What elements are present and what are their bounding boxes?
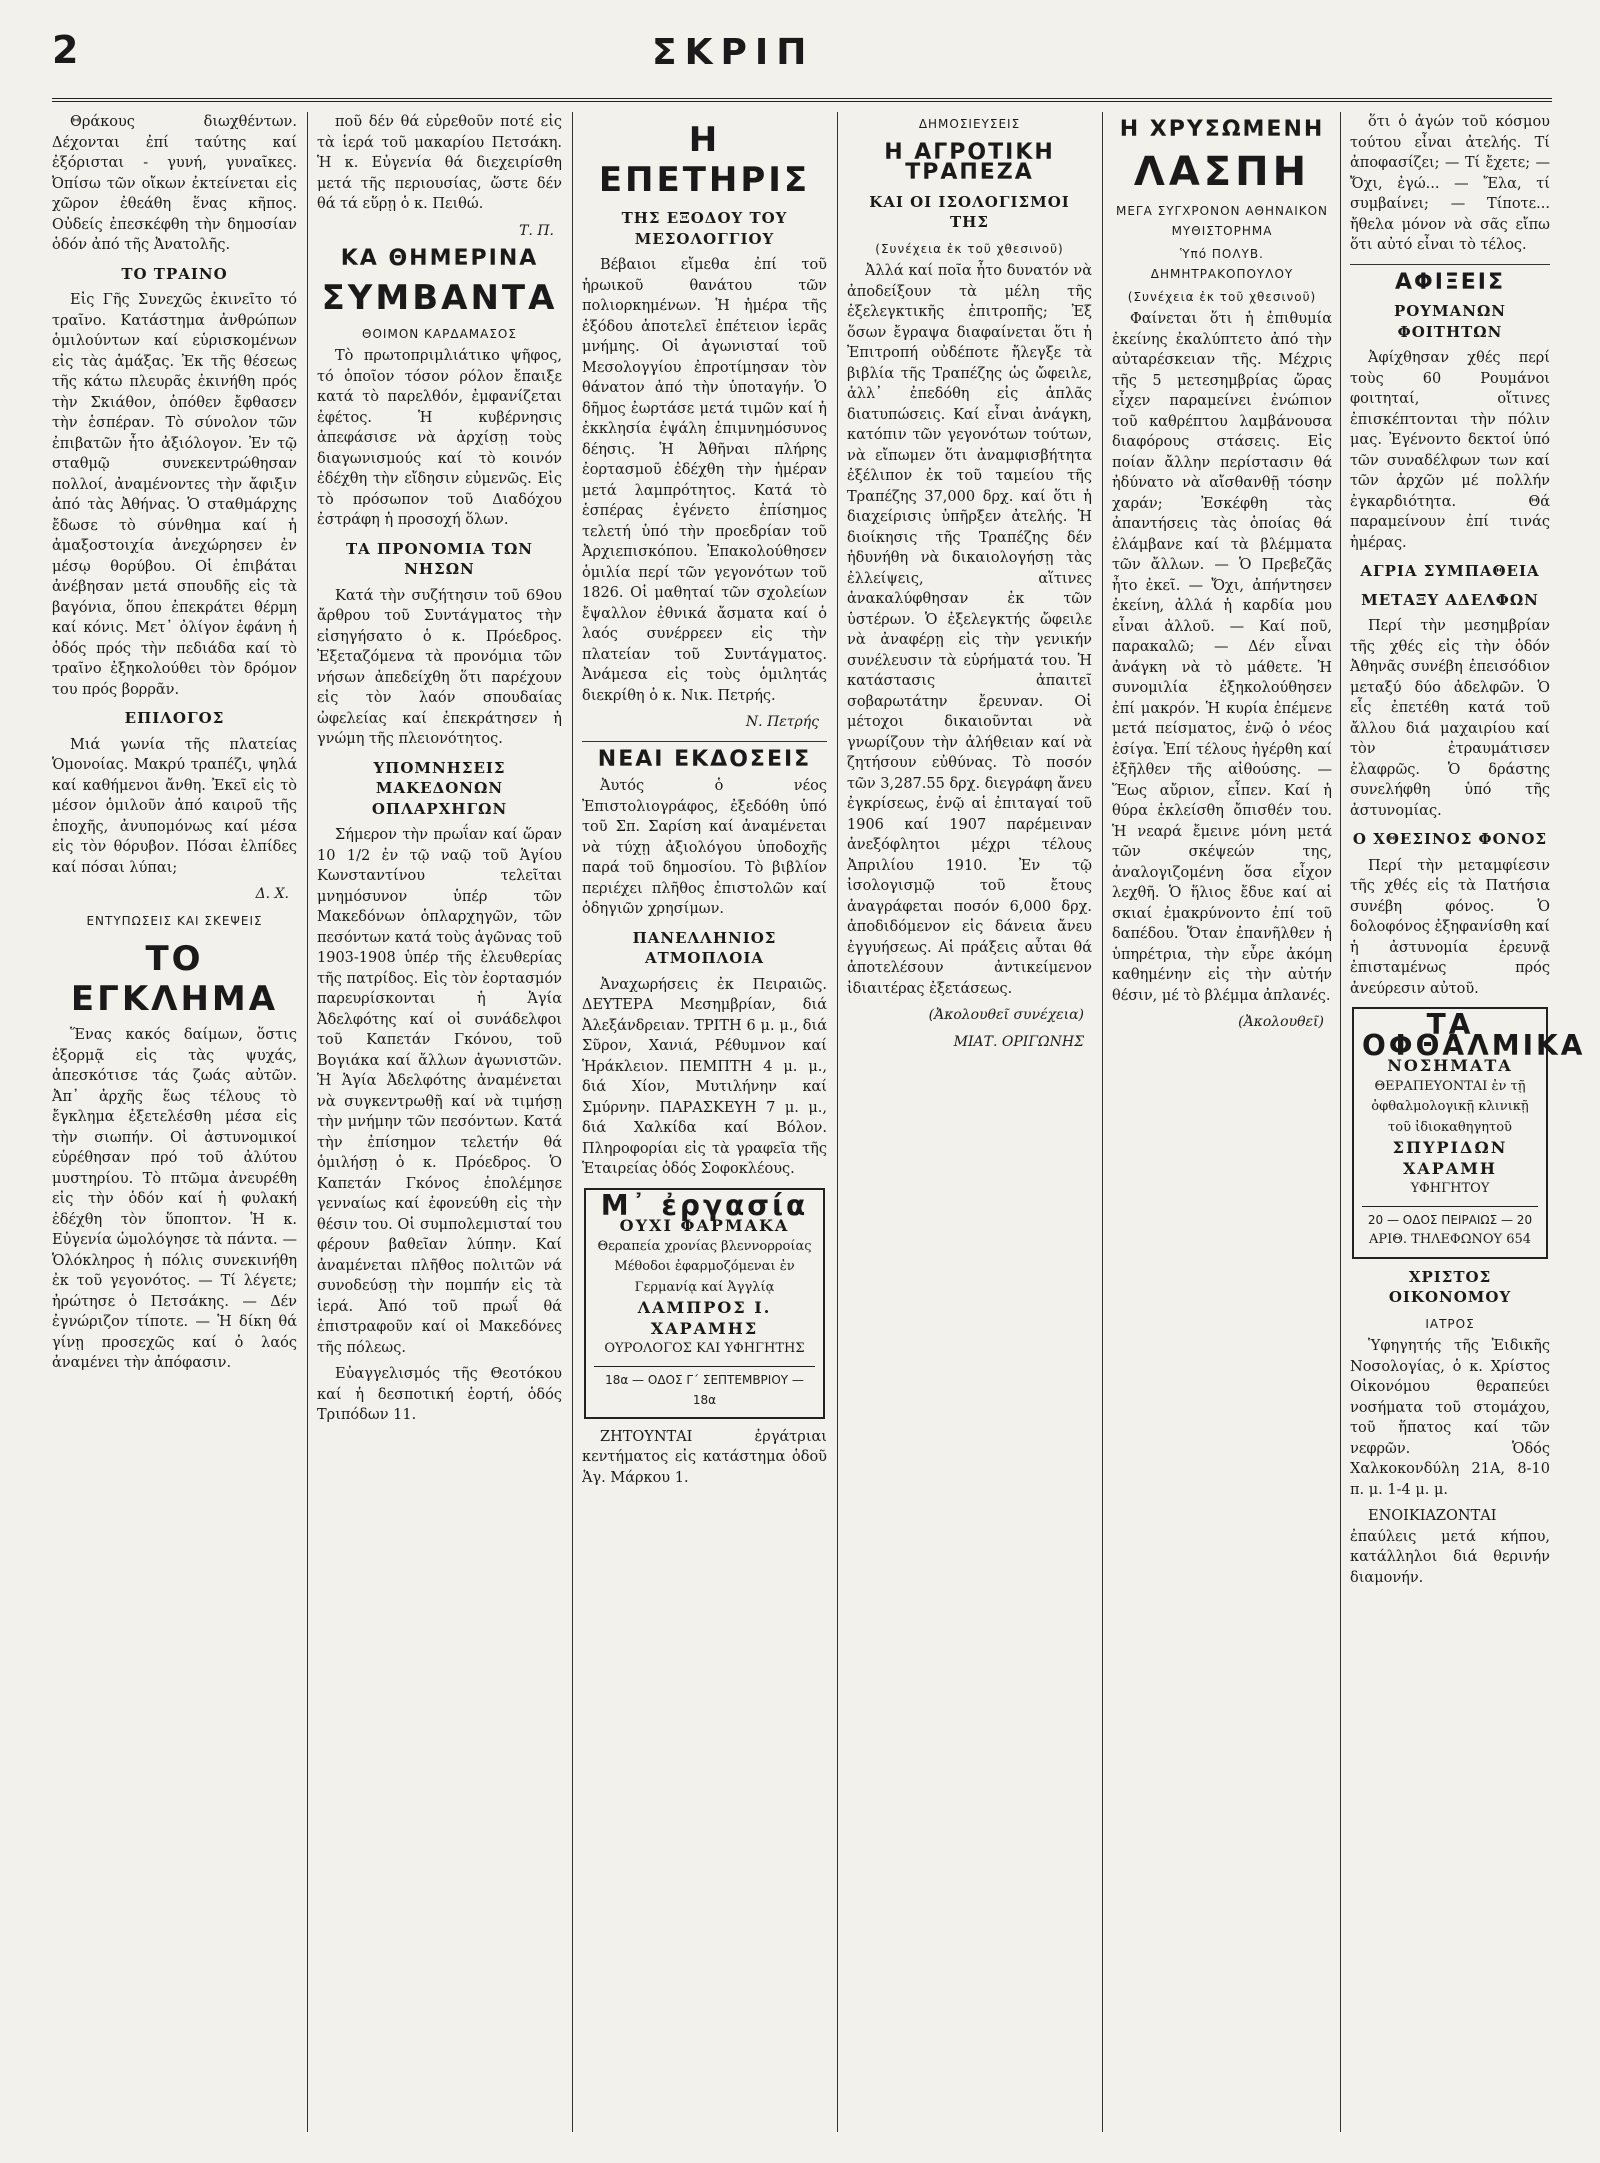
train-article-text: Εἰς Γῆς Συνεχῶς ἐκινεῖτο τό τραῖνο. Κατάστημα ἀνθρώπων ὁμιλούντων καί εὑρισκομένων εἰς τὰς ἁμάξας. Ἐκ τῆς θέσεως τῆς κάτω πλευρᾶς ἐκινήθη πρός τὴν Σκιάθον, ὁπόθεν ἔφθασεν τὴν ἑσπέραν. Τὸ σύνολον τῶν ἐπιβατῶν ἦτο ἀξιόλογον. Ἐν τῷ σταθμῷ συνεκεντρώθησαν πολλοί, ἀναμένοντες τὴν ἄφιξιν ἀπό τὰς Ἀθήνας. Ὁ σταθμάρχης ἔδωσε τὸ σύνθημα καί ἡ ἁμαξοστοιχία ἀνεχώρησεν ἐν μέσῳ θορύβου. Οἱ ἐπιβάται ἀνέβησαν μετά σπουδῆς εἰς τὰ βαγόνια, ὅπου ἐπεκράτει θέρμη καί κόνις. Μετ᾽ ὀλίγον ἐφάνη ἡ ὁδός πρός τὴν πεδιάδα καί τὸ τραῖνο ἐξηκολούθει τὸν δρόμον του πρός βορρᾶν. [52, 292, 297, 698]
murder-headline: Ο ΧΘΕΣΙΝΟΣ ΦΟΝΟΣ [1352, 830, 1548, 848]
column-divider [572, 112, 573, 2132]
wanted-notice: ΖΗΤΟΥΝΤΑΙ ἐργάτριαι κεντήματος εἰς κατάστημα ὁδοῦ Ἁγ. Μάρκου 1. [582, 1428, 827, 1486]
continuation-note: (Συνέχεια ἐκ τοῦ χθεσινοῦ) [875, 241, 1064, 256]
macedonia-article-text: Σήμερον τὴν πρωΐαν καί ὥραν 10 1/2 ἐν τῷ ναῷ τοῦ Ἁγίου Κωνσταντίνου τελεῖται μνημόσυνον ὑπέρ τῶν Μακεδόνων ὁπλαρχηγῶν, τῶν πεσόντων κατά τοὺς ἀγῶνας τοῦ 1903-1908 ὑπέρ τῆς ἐλευθερίας τῆς πατρίδος. Εἰς τὸν ἐορτασμόν παρευρίσκονται ἡ Ἁγία Ἀδελφότης καί οἱ συνάδελφοι τοῦ Καπετάν Γκόνου, τοῦ Βογιάκα καί ἄλλων ἀγωνιστῶν. Ἡ Ἁγία Ἀδελφότης ἀναμένεται νὰ συγκεντρωθῇ καί νὰ τιμήσῃ τὴν μνήμην τῶν πεσόντων. Κατά τὴν ἐπίσημον τελετήν θά ὁμιλήσῃ ὁ κ. Πρόεδρος. Ὁ Καπετάν Γκόνος ἐπολέμησε γενναίως καί ἐφονεύθη εἰς τὴν θέσιν του. Οἱ συμπολεμισταί του φέρουν βαθεῖαν λύπην. Καί ἀναμένεται πλῆθος πολιτῶν νά συνοδεύσῃ τὴν πομπήν εἰς τὰ ἱερά. Ἀπό τοῦ πρωΐ θά ἐπιστραφοῦν καί οἱ Μακεδόνες τῆς πόλεως. [317, 827, 562, 1356]
rent-notice: ΕΝΟΙΚΙΑΖΟΝΤΑΙ ἐπαύλεις μετά κήπου, κατάλληλοι διά θερινήν διαμονήν. [1350, 1508, 1550, 1586]
publications-kicker: ΔΗΜΟΣΙΕΥΣΕΙΣ [918, 117, 1021, 131]
ad-title: ΤΑ ΟΦΘΑΛΜΙΚΑ [1362, 1008, 1586, 1062]
ad-address: 20 — ΟΔΟΣ ΠΕΙΡΑΙΩΣ — 20 [1362, 1206, 1538, 1231]
column-divider [837, 112, 838, 2132]
novel-author: Ὑπό ΠΟΛΥΒ. ΔΗΜΗΤΡΑΚΟΠΟΥΛΟΥ [1150, 246, 1294, 281]
daily-events-kicker: ΘΟΙΜΟΝ ΚΑΡΔΑΜΑΣΟΣ [362, 326, 517, 341]
column-1 [52, 112, 297, 2132]
shipping-schedule-text: Ἀναχωρήσεις ἐκ Πειραιῶς. ΔΕΥΤΕΡΑ Μεσημβρίαν, διά Ἀλεξάνδρειαν. ΤΡΙΤΗ 6 μ. μ., διά Σῦρον, Χανιά, Ρέθυμνον καί Ἡράκλειον. ΠΕΜΠΤΗ 4 μ. μ., διά Χίον, Μυτιλήνην καί Σμύρνην. ΠΑΡΑΣΚΕΥΗ 7 μ. μ., διά Χαλκίδα καί Βόλον. Πληροφορίαι εἰς τὰ γραφεῖα τῆς Ἑταιρείας ὁδός Σοφοκλέους. [582, 976, 827, 1177]
bank-article-text: Ἀλλά καί ποῖα ἦτο δυνατόν νὰ ἀποδείξουν τὰ μέλη τῆς ἐξελεγκτικῆς ἐπιτροπῆς; Ἐξ ὅσων ἔγραψα διαφαίνεται ὅτι ἡ Ἐπιτροπή οὐδέποτε ἤλεγξε τὰ βιβλία τῆς Τραπέζης ὡς ὤφειλε, ἀλλ᾽ ἐπεδόθη εἰς ἁπλᾶς διατυπώσεις. Καί εἶναι ἀνάγκη, κατόπιν τῶν γεγονότων τούτων, νὰ εἴπωμεν ὅτι ἀναμφισβήτητα ἐξέλιπον ἐκ τοῦ ταμείου τῆς Τραπέζης 37,000 δρχ. καί ὅτι ἡ διαχείρισις ὑπῆρξεν ἀτελής. Ἡ διοίκησις τῆς Τραπέζης δέν ἠδυνήθη νὰ δικαιολογήσῃ τὰς ἐλλείψεις, αἵτινες ἀνακαλύφθησαν ἐκ τῶν ὑστέρων. Ὁ ἐξελεγκτής ὤφειλε νὰ ἀναφέρῃ εἰς τὴν γενικήν συνέλευσιν τὰ εὑρήματά του. Ἡ κατάστασις ἀπαιτεῖ σοβαρωτάτην ἔρευναν. Οἱ μέτοχοι δικαιοῦνται νὰ γνωρίζουν τὴν ἀλήθειαν καί νὰ ζητήσουν εὐθύνας. Τὸ ποσόν τῶν 3,287.55 δρχ. διεγράφη ἄνευ ἐγκρίσεως, ἐνῷ αἱ ἐπιταγαί τοῦ 1906 καί 1907 παρέμειναν ἀνεξόφλητοι μέχρι τέλους Ἀπριλίου 1910. Ἐν τῷ ἰσολογισμῷ τοῦ ἔτους ἀναγράφεται ποσόν 6,000 δρχ. ἀποδιδόμενον εἰς δάνεια ἄνευ ἐγγυήσεως. Αἱ πράξεις αὗται θά ἀποτελέσουν ἀντικείμενον ἰδιαιτέρας ἐξετάσεως. [847, 263, 1092, 997]
epilogue-article-text: Μιά γωνία τῆς πλατείας Ὁμονοίας. Μακρύ τραπέζι, ψηλά καί καθήμενοι ἄνθη. Ἐκεῖ εἰς τὸ μέσον ὁμιλοῦν ἀπό καιροῦ τῆς ἐποχῆς, ἀνυπομόνως καί μέσα εἰς τὸν θόρυβον. Πόσαι ἐλπίδες καί πόσαι λύπαι; [52, 736, 297, 876]
newspaper-title: ΣΚΡΙΠ [652, 32, 815, 73]
ad-doctor-role: ΟΥΡΟΛΟΓΟΣ ΚΑΙ ΥΦΗΓΗΤΗΣ [604, 1341, 805, 1356]
novel-text: Φαίνεται ὅτι ἡ ἐπιθυμία ἐκείνης ἐκαλύπτετο ἀπό τὴν αὐταρέσκειαν τῆς. Μέχρις τῆς 5 μετεσημβρίας ὥρας εἶχεν παραμείνει ἐνώπιον τοῦ καθρέπτου λαμβάνουσα διαφόρους στάσεις. Εἰς ποίαν ἄλλην περίστασιν θά ἠδύνατο νὰ αἴσθανθῇ τόσην χαράν; Ἐσκέφθη τὰς ἀπαντήσεις τὰς ὁποίας θά ἐλάμβανε καί τὰ βλέμματα τῶν ἄλλων. — Ὁ Πρεβεζᾶς ἦτο ἐκεῖ. — Ὄχι, ἀπήντησεν ἐκείνη, ἀλλά ἡ καρδία μου εἶναι ἀλλοῦ. — Καί ποῦ, παρακαλῶ; — Δέν εἶναι ἀνάγκη νὰ τὸ μάθετε. Ἡ συνομιλία ἐξηκολούθησεν ἐπί μακρόν. Ἡ κυρία ἐπέμενε μετά πείσματος, ἐνῷ ὁ νέος ἐσίγα. Ἐπί τέλους ἠγέρθη καί ἐξῆλθεν τῆς αἰθούσης. — Ἕως αὔριον, εἶπεν. Καί ἡ θύρα ἐκλείσθη ὄπισθέν του. Ἡ νεαρά ἔμεινε μόνη μετά τῶν σκέψεών της, ἀναλογιζομένη ὅσα εἶχον λεχθῆ. Ὁ ἥλιος ἔδυε καί αἱ σκιαί ἐμακρύνοντο ἐπί τοῦ δαπέδου. Ὅταν ἐπανῆλθεν ἡ ὑπηρέτρια, τὴν εὗρε ἀκόμη καθημένην εἰς τὴν αὐτήν θέσιν, μέ τὸ βλέμμα ἀπλανές. [1112, 311, 1332, 1004]
daily-events-text: Τὸ πρωτοπριμλιάτικο ψῆφος, τό ὁποῖον τόσον ρόλον ἔπαιξε κατά τὸ παρελθόν, ἐμφανίζεται ἐφέτος. Ἡ κυβέρνησις ἀπεφάσισε νὰ ἀρχίσῃ τοὺς διαγωνισμούς καί τὸ κοινόν ἐδέχθη τὴν εἴδησιν εὐμενῶς. Εἰς τὸ πρόσωπον τοῦ Διαδόχου ἐστράφη ἡ προσοχή ὅλων. [317, 348, 562, 528]
ad-subtitle: ΝΟΣΗΜΑΤΑ [1387, 1056, 1513, 1075]
shipping-headline: ΠΑΝΕΛΛΗΝΙΟΣ ΑΤΜΟΠΛΟΙΑ [632, 928, 777, 967]
crime-headline: ΤΟ ΕΓΚΛΗΜΑ [70, 939, 279, 1019]
bank-headline: Η ΑΓΡΟΤΙΚΗ ΤΡΑΠΕΖΑ [884, 139, 1055, 185]
daily-events-headline: ΚΑ ΘΗΜΕΡΙΝΑ [340, 246, 539, 271]
novel-followup-note: (Ἀκολουθεῖ) [1238, 1014, 1324, 1030]
ad-phone: ΑΡΙΘ. ΤΗΛΕΦΩΝΟΥ 654 [1368, 1232, 1532, 1247]
novel-continued-text: ὅτι ὁ ἀγών τοῦ κόσμου τούτου εἶναι ἀτελής. Τί ἀποφασίζει; — Τί ἔχετε; — Ὄχι, ἐγώ... — Ἔλα, τί συμβαίνει; — Τίποτε... ἤθελα μόνον νὰ σᾶς εἴπω ὅτι αὐτό εἶναι τὸ τέλος. [1350, 114, 1550, 253]
train-headline: ΤΟ ΤΡΑΙΝΟ [121, 264, 228, 283]
urologist-advertisement [584, 1188, 825, 1419]
new-publications-headline: ΝΕΑΙ ΕΚΔΟΣΕΙΣ [597, 746, 812, 772]
islands-headline: ΤΑ ΠΡΟΝΟΜΙΑ ΤΩΝ ΝΗΣΩΝ [345, 539, 534, 578]
closing-note: Εὐαγγελισμός τῆς Θεοτόκου καί ἡ δεσποτική ἑορτή, ὁδός Τριπόδων 11. [317, 1366, 562, 1423]
ad-address: 18α — ΟΔΟΣ Γ΄ ΣΕΠΤΕΜΒΡΙΟΥ — 18α [594, 1366, 815, 1411]
epilogue-signature: Δ. Χ. [255, 886, 289, 902]
anniversary-signature: Ν. Πετρής [745, 714, 819, 730]
section-separator [1350, 264, 1550, 265]
continuation-note: (Συνέχεια ἐκ τοῦ χθεσινοῦ) [1127, 289, 1317, 304]
column-6 [1350, 112, 1586, 2132]
section-separator [582, 741, 827, 742]
column-divider [1340, 112, 1341, 2132]
ad-line: ΘΕΡΑΠΕΥΟΝΤΑΙ ἐν τῇ ὀφθαλμολογικῇ κλινικῇ τοῦ ἰδιοκαθηγητοῦ [1371, 1078, 1529, 1135]
ad-line: Θεραπεία χρονίας βλεννορροίας [597, 1238, 812, 1254]
novel-byline: ΜΕΓΑ ΣΥΓΧΡΟΝΟΝ ΑΘΗΝΑΙΚΟΝ ΜΥΘΙΣΤΟΡΗΜΑ [1115, 203, 1329, 238]
macedonia-headline: ΥΠΟΜΝΗΣΕΙΣ ΜΑΚΕΔΟΝΩΝ ΟΠΛΑΡΧΗΓΩΝ [371, 758, 508, 818]
arrivals-subheadline: ΡΟΥΜΑΝΩΝ ΦΟΙΤΗΤΩΝ [1393, 302, 1507, 341]
article-intro-text: ποῦ δέν θά εὑρεθοῦν ποτέ εἰς τὰ ἱερά τοῦ μακαρίου Πετσάκη. Ἡ κ. Εὐγενία θά διεχειρίσθη μετά τῆς περιουσίας, ὥστε δέν θά τά εὕρῃ ὁ κ. Πειθώ. [317, 114, 562, 212]
column-4 [847, 112, 1092, 2132]
epilogue-headline: ΕΠΙΛΟΓΟΣ [124, 709, 225, 727]
bank-signature: ΜΙΑΤ. ΟΡΙΓΩΝΗΣ [953, 1033, 1084, 1050]
ad-title: Μ᾽ ἐργασία [600, 1188, 809, 1222]
section-label: ΕΝΤΥΠΩΣΕΙΣ ΚΑΙ ΣΚΕΨΕΙΣ [86, 913, 263, 928]
column-3 [582, 112, 827, 2132]
new-publications-text: Ἀυτός ὁ νέος Ἐπιστολιογράφος, ἐξεδόθη ὑπό τοῦ Σπ. Σαρίση καί ἀναμένεται νὰ τύχῃ ἀξιολόγου ὑποδοχῆς παρά τοῦ δημοσίου. Τὸ βιβλίον περιέχει πλῆθος ἐπιστολῶν καί ὁδηγιῶν χρησίμων. [582, 778, 827, 917]
intro-signature: Τ. Π. [519, 222, 554, 239]
ad-doctor-role: ΥΦΗΓΗΤΟΥ [1410, 1181, 1490, 1196]
sympathy-subheadline: ΜΕΤΑΞΥ ΑΔΕΛΦΩΝ [1361, 590, 1539, 609]
doctor-name: ΧΡΙΣΤΟΣ ΟΙΚΟΝΟΜΟΥ [1388, 1267, 1512, 1306]
daily-events-subheadline: ΣΥΜΒΑΝΤΑ [321, 277, 558, 318]
anniversary-article-text: Βέβαιοι εἴμεθα ἐπί τοῦ ἡρωικοῦ θανάτου τῶν πολιορκημένων. Ἡ ἡμέρα τῆς ἐξόδου ἀποτελεῖ ἐπέτειον ἱερᾶς μνήμης. Οἱ ἀγωνισταί τοῦ Μεσολογγίου ἐπροτίμησαν τὸν θάνατον ἀπό τὴν ὑποταγήν. Ὁ δῆμος ἐωρτάσε μετά τιμῶν καί ἡ ἐκκλησία ἐψάλη ἐπιμνημόσυνος δέησις. Ἡ Ἀθῆναι πλήρης ἐορτασμοῦ ἐδέχθη τὴν ἡμέραν μετά λαμπρότητος. Κατά τὸ ἑσπέρας ἐγένετο ἐπίσημος τελετή ὑπό τὴν προεδρίαν τοῦ Ἀρχιεπισκόπου. Ἐπακολούθησεν ὁμιλία περί τῶν γεγονότων τοῦ 1826. Οἱ μαθηταί τῶν σχολείων ἔψαλλον ἐθνικά ἄσματα καί ὁ λαός συνέρρεεν εἰς τὴν πλατείαν τοῦ Συντάγματος. Ἀνάμεσα εἰς τοὺς ὁμιλητάς διεκρίθη ὁ κ. Νικ. Πετρής. [582, 257, 827, 704]
bank-followup-note: (Ἀκολουθεῖ συνέχεια) [928, 1007, 1084, 1023]
doctor-notice-text: Ὑφηγητής τῆς Ἐιδικῆς Νοσολογίας, ὁ κ. Χρίστος Οἰκονόμου θεραπεύει νοσήματα τοῦ στομάχου, τοῦ ἥπατος καί τῶν νεφρῶν. Ὁδός Χαλκοκονδύλη 21Α, 8-10 π. μ. 1-4 μ. μ. [1350, 1338, 1550, 1498]
sympathy-headline: ΑΓΡΙΑ ΣΥΜΠΑΘΕΙΑ [1360, 562, 1540, 580]
murder-article-text: Περί τὴν μεταμφίεσιν τῆς χθές εἰς τὰ Πατήσια συνέβη φόνος. Ὁ δολοφόνος ἐξηφανίσθη καί ἡ ἀστυνομία ἐρευνᾷ ἐπισταμένως πρός ἀνεύρεσιν αὐτοῦ. [1350, 857, 1550, 997]
ad-doctor-name: ΛΑΜΠΡΟΣ Ι. ΧΑΡΑΜΗΣ [637, 1298, 772, 1338]
bank-subheadline: ΚΑΙ ΟΙ ΙΣΟΛΟΓΙΣΜΟΙ ΤΗΣ [869, 192, 1070, 231]
column-5 [1112, 112, 1332, 2132]
ad-subtitle: ΟΥΧΙ ΦΑΡΜΑΚΑ [619, 1216, 790, 1235]
sympathy-article-text: Περί τὴν μεσημβρίαν τῆς χθές εἰς τὴν ὁδόν Ἀθηνᾶς συνέβη ἐπεισόδιον μεταξύ δύο ἀδελφῶν. Ὁ εἷς ἐπετέθη κατά τοῦ ἄλλου διά μαχαιρίου καί τὸν ἐτραυμάτισεν ἐλαφρῶς. Ὁ δράστης συνελήφθη ὑπό τῆς ἀστυνομίας. [1350, 618, 1550, 819]
anniversary-subheadline: ΤΗΣ ΕΞΟΔΟΥ ΤΟΥ ΜΕΣΟΛΟΓΓΙΟΥ [621, 209, 788, 248]
masthead [52, 28, 1552, 102]
article-intro-text: Θράκους διωχθέντων. Δέχονται ἐπί ταύτης καί ἐξόρισται - γυνή, γυναῖκες. Ὀπίσω τῶν οἴκων ἐκτείνεται εἰς χῶρον ἐθεάθη ἕνας κῆπος. Οὐδείς ἐπεσκέφθη τὴν δημοσίαν ὁδόν ἀπό τῆς Ἀνατολῆς. [52, 114, 297, 253]
ad-doctor-name: ΣΠΥΡΙΔΩΝ ΧΑΡΑΜΗ [1392, 1138, 1508, 1178]
ad-line: Μέθοδοι ἐφαρμοζόμεναι ἐν Γερμανίᾳ καί Ἀγγλίᾳ [614, 1259, 795, 1295]
column-2 [317, 112, 562, 2132]
arrivals-article-text: Ἀφίχθησαν χθές περί τοὺς 60 Ρουμάνοι φοιτηταί, οἵτινες ἐπισκέπτονται τὴν πόλιν μας. Ἐγένοντο δεκτοί ὑπό τῶν συναδέλφων των καί τῶν ἀρχῶν μέ πολλήν ἐγκαρδιότητα. Θά παραμείνουν ἐπί τινάς ἡμέρας. [1350, 350, 1550, 551]
ophthalmology-advertisement [1352, 1007, 1586, 1259]
doctor-role: ΙΑΤΡΟΣ [1425, 1316, 1475, 1331]
page-number: 2 [52, 28, 79, 72]
novel-subheadline: ΛΑΣΠΗ [1133, 148, 1311, 195]
column-divider [1102, 112, 1103, 2132]
crime-article-text: Ἕνας κακός δαίμων, ὅστις ἐξορμᾷ εἰς τὰς ψυχάς, ἀπεσκότισε τάς ζωάς αὐτῶν. Ἀπ᾽ ἀρχῆς ἕως τέλους τὸ ἔγκλημα ἐξετελέσθη μέσα εἰς τὴν σιωπήν. Οἱ ἀστυνομικοί εὑρέθησαν πρό τοῦ ἀλύτου μυστηρίου. Τὸ πτῶμα ἀνευρέθη εἰς τὴν ὁδόν καί ἡ φυλακή ἐδέχθη τὸν ὕποπτον. Ἡ κ. Εὐγενία ὡμολόγησε τὰ πάντα. — Ὁλόκληρος ἡ πόλις συνεκινήθη ἐκ τοῦ γεγονότος. — Τί λέγετε; ἠρώτησε ὁ Πετσάκης. — Δέν ἐγνώριζον τίποτε. — Ἡ δίκη θά γίνῃ προσεχῶς καί ὁ λαός ἀναμένει τὴν ἀπόφασιν. [52, 1027, 297, 1371]
novel-headline: Η ΧΡΥΣΩΜΕΝΗ [1119, 117, 1325, 142]
anniversary-headline: Η ΕΠΕΤΗΡΙΣ [598, 120, 811, 200]
arrivals-headline: ΑΦΙΞΕΙΣ [1394, 269, 1506, 295]
islands-article-text: Κατά τὴν συζήτησιν τοῦ 69ου ἄρθρου τοῦ Συντάγματος τὴν εἰσηγήσατο ὁ κ. Πρόεδρος. Ἐξεταζόμενα τὰ προνόμια τῶν νήσων ἀπεδείχθη ὅτι παρέχουν εἰς τὸν λαόν σπουδαίας ὠφελείας καί ἐπεκράτησεν ἡ γνώμη τῆς πλειονότητος. [317, 587, 562, 747]
column-divider [307, 112, 308, 2132]
